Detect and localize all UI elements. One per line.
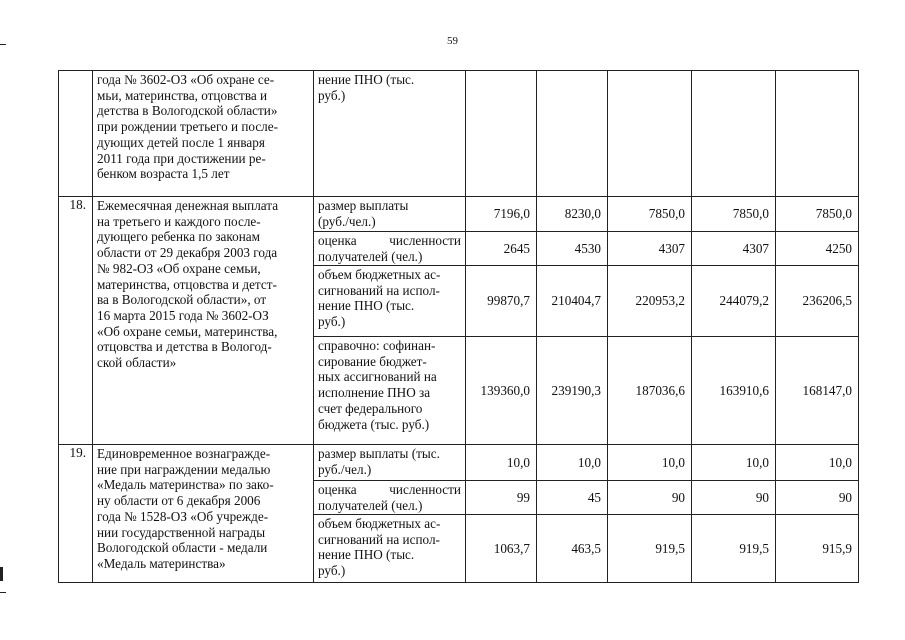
value-cell: 10,0 <box>608 445 692 481</box>
text-line: руб./чел.) <box>318 461 372 477</box>
value-cell <box>466 71 537 197</box>
left-scan-mark <box>0 44 6 45</box>
text-line: ну области от 6 декабря 2006 <box>97 493 261 509</box>
text-line: бюджета (тыс. руб.) <box>318 416 430 432</box>
value-cell: 10,0 <box>692 445 776 481</box>
text-line: получателей (чел.) <box>318 497 423 513</box>
text-line: (руб./чел.) <box>318 213 376 229</box>
item-description <box>93 445 314 583</box>
text-line: нение ПНО (тыс. <box>318 547 415 563</box>
text-line: «Медаль материнства» по зако- <box>97 477 274 493</box>
value-cell: 463,5 <box>537 515 608 583</box>
left-scan-mark <box>0 592 6 593</box>
value-cell: 99 <box>466 481 537 515</box>
text-line: объем бюджетных ас- <box>318 267 441 282</box>
value-cell: 90 <box>608 481 692 515</box>
item-description <box>93 197 314 445</box>
value-cell: 139360,0 <box>466 337 537 445</box>
page-number: 59 <box>447 35 458 47</box>
indicator-cell <box>314 337 466 445</box>
value-cell: 4307 <box>692 232 776 266</box>
text-line: получателей (чел.) <box>318 248 423 264</box>
value-cell <box>537 71 608 197</box>
table-row <box>59 197 859 232</box>
value-cell <box>776 71 859 197</box>
value-cell: 210404,7 <box>537 266 608 337</box>
value-cell: 919,5 <box>608 515 692 583</box>
value-cell: 236206,5 <box>776 266 859 337</box>
left-scan-mark <box>0 567 3 581</box>
value-cell: 187036,6 <box>608 337 692 445</box>
text-line: справочно: софинан- <box>318 338 436 353</box>
text-line: оценка численности <box>318 233 461 248</box>
text-line: нение ПНО (тыс. <box>318 72 415 87</box>
value-cell: 8230,0 <box>537 197 608 232</box>
text-line: при рождении третьего и после- <box>97 119 278 135</box>
indicator-cell <box>314 232 466 266</box>
text-line: ской области» <box>97 355 177 371</box>
value-cell: 163910,6 <box>692 337 776 445</box>
value-cell: 7196,0 <box>466 197 537 232</box>
value-cell: 168147,0 <box>776 337 859 445</box>
text-line: сигнований на испол- <box>318 531 440 547</box>
value-cell: 915,9 <box>776 515 859 583</box>
text-line: 2011 года при достижении ре- <box>97 150 266 166</box>
text-line: № 982-ОЗ «Об охране семьи, <box>97 260 261 276</box>
text-line: Ежемесячная денежная выплата <box>97 198 279 213</box>
text-line: года № 1528-ОЗ «Об учрежде- <box>97 508 269 524</box>
value-cell: 10,0 <box>537 445 608 481</box>
text-line: руб.) <box>318 314 346 330</box>
text-line: сирование бюджет- <box>318 353 427 369</box>
text-line: нии государственной награды <box>97 524 266 540</box>
text-line: материнства, отцовства и детст- <box>97 276 277 292</box>
text-line: размер выплаты (тыс. <box>318 446 440 461</box>
text-line: исполнение ПНО за <box>318 385 431 401</box>
item-number: 19. <box>59 445 93 583</box>
text-line: дующего ребенка по законам <box>97 229 260 245</box>
value-cell: 239190,3 <box>537 337 608 445</box>
indicator-cell <box>314 266 466 337</box>
value-cell: 4250 <box>776 232 859 266</box>
text-line: «Об охране семьи, материнства, <box>97 323 278 339</box>
benefits-table <box>58 70 859 583</box>
value-cell: 45 <box>537 481 608 515</box>
value-cell: 919,5 <box>692 515 776 583</box>
text-line: руб.) <box>318 87 346 103</box>
text-line: дующих детей после 1 января <box>97 134 265 150</box>
value-cell <box>608 71 692 197</box>
text-line: детства в Вологодской области» <box>97 103 278 119</box>
value-cell: 99870,7 <box>466 266 537 337</box>
continuation-row <box>59 71 859 197</box>
text-line: объем бюджетных ас- <box>318 516 441 531</box>
text-line: мьи, материнства, отцовства и <box>97 87 268 103</box>
indicator-cell <box>314 515 466 583</box>
text-line: ва в Вологодской области», от <box>97 292 267 308</box>
text-line: сигнований на испол- <box>318 282 440 298</box>
value-cell: 2645 <box>466 232 537 266</box>
value-cell: 1063,7 <box>466 515 537 583</box>
indicator-cell <box>314 197 466 232</box>
text-line: области от 29 декабря 2003 года <box>97 245 278 261</box>
value-cell: 90 <box>692 481 776 515</box>
value-cell: 7850,0 <box>692 197 776 232</box>
value-cell: 4530 <box>537 232 608 266</box>
value-cell: 220953,2 <box>608 266 692 337</box>
value-cell: 10,0 <box>776 445 859 481</box>
indicator-cell <box>314 481 466 515</box>
value-cell: 90 <box>776 481 859 515</box>
value-cell: 7850,0 <box>608 197 692 232</box>
text-line: нение ПНО (тыс. <box>318 298 415 314</box>
number-cell <box>59 71 93 197</box>
text-line: ние при награждении медалью <box>97 461 271 477</box>
table-row <box>59 445 859 481</box>
value-cell <box>692 71 776 197</box>
value-cell: 244079,2 <box>692 266 776 337</box>
indicator-cell <box>314 71 466 197</box>
text-line: Единовременное вознагражде- <box>97 446 271 461</box>
text-line: 16 марта 2015 года № 3602-ОЗ <box>97 307 269 323</box>
text-line: Вологодской области - медали <box>97 540 268 556</box>
indicator-cell <box>314 445 466 481</box>
text-line: оценка численности <box>318 482 461 497</box>
description-cell <box>93 71 314 197</box>
text-line: руб.) <box>318 563 346 579</box>
text-line: ных ассигнований на <box>318 369 437 385</box>
value-cell: 7850,0 <box>776 197 859 232</box>
text-line: отцовства и детства в Вологод- <box>97 339 272 355</box>
text-line: счет федерального <box>318 400 423 416</box>
value-cell: 10,0 <box>466 445 537 481</box>
text-line: года № 3602-ОЗ «Об охране се- <box>97 72 275 87</box>
item-number: 18. <box>59 197 93 445</box>
text-line: бенком возраста 1,5 лет <box>97 166 230 182</box>
text-line: размер выплаты <box>318 198 409 213</box>
text-line: на третьего и каждого после- <box>97 213 261 229</box>
text-line: «Медаль материнства» <box>97 555 226 571</box>
value-cell: 4307 <box>608 232 692 266</box>
